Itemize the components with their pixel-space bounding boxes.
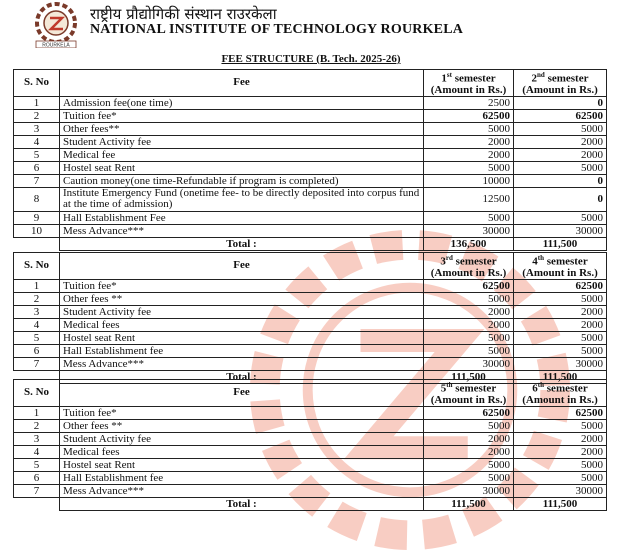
- semester-a-header: [424, 253, 514, 280]
- row-fee-name: Other fees **: [60, 419, 424, 432]
- page-header: [0, 0, 622, 50]
- row-amount-b: 30000: [514, 357, 607, 370]
- row-sno: 3: [14, 432, 60, 445]
- row-sno: 2: [14, 292, 60, 305]
- sno-header: S. No: [14, 253, 60, 280]
- fee-header: Fee: [60, 70, 424, 97]
- row-fee-name: Medical fees: [60, 445, 424, 458]
- row-fee-name: Tuition fee*: [60, 109, 424, 122]
- row-amount-a: 62500: [424, 406, 514, 419]
- table-row: [14, 96, 607, 109]
- row-fee-name: Tuition fee*: [60, 406, 424, 419]
- semester-a-header: [424, 70, 514, 97]
- nit-rourkela-logo-icon: [30, 2, 82, 48]
- row-amount-a: 5000: [424, 161, 514, 174]
- row-sno: 5: [14, 148, 60, 161]
- table-row: [14, 292, 607, 305]
- row-fee-name: Hall Establishment Fee: [60, 211, 424, 224]
- row-sno: 1: [14, 96, 60, 109]
- row-amount-b: 5000: [514, 211, 607, 224]
- semester-b-label: semester: [544, 72, 589, 85]
- fee-table-sem-1-2: [13, 69, 607, 251]
- row-amount-b: 62500: [514, 406, 607, 419]
- row-amount-b: 2000: [514, 135, 607, 148]
- table-row: [14, 445, 607, 458]
- row-sno: 2: [14, 109, 60, 122]
- total-amount-a: 111,500: [424, 497, 514, 510]
- row-amount-a: 5000: [424, 471, 514, 484]
- fee-table-sem-5-6: [13, 379, 607, 511]
- semester-b-suffix: th: [537, 254, 545, 262]
- table-row: [14, 279, 607, 292]
- row-fee-name: Other fees**: [60, 122, 424, 135]
- semester-b-amount-label: (Amount in Rs.): [522, 83, 598, 96]
- row-amount-b: 2000: [514, 318, 607, 331]
- semester-b-number: 2: [531, 72, 538, 85]
- row-amount-a: 62500: [424, 109, 514, 122]
- semester-a-number: 1: [441, 72, 447, 85]
- row-amount-b: 5000: [514, 419, 607, 432]
- semester-b-header: [514, 70, 607, 97]
- row-amount-a: 5000: [424, 331, 514, 344]
- row-sno: 1: [14, 279, 60, 292]
- total-amount-a: 136,500: [424, 237, 514, 250]
- row-fee-name: Mess Advance***: [60, 224, 424, 237]
- row-fee-name: Student Activity fee: [60, 135, 424, 148]
- semester-b-number: 6: [532, 382, 538, 395]
- row-sno: 6: [14, 471, 60, 484]
- semester-b-suffix: nd: [537, 71, 545, 79]
- row-sno: 5: [14, 458, 60, 471]
- row-amount-a: 2000: [424, 148, 514, 161]
- semester-a-number: 5: [440, 382, 447, 395]
- row-amount-a: 2000: [424, 135, 514, 148]
- row-amount-b: 30000: [514, 484, 607, 497]
- semester-a-label: semester: [452, 382, 497, 395]
- row-amount-a: 2000: [424, 445, 514, 458]
- total-amount-b: 111,500: [514, 497, 607, 510]
- row-amount-a: 10000: [424, 174, 514, 187]
- sno-header: S. No: [14, 70, 60, 97]
- row-amount-a: 62500: [424, 279, 514, 292]
- semester-b-number: 4: [532, 255, 538, 268]
- table-row: [14, 471, 607, 484]
- row-amount-a: 2000: [424, 318, 514, 331]
- row-fee-name: Hall Establishment fee: [60, 344, 424, 357]
- fee-header: Fee: [60, 253, 424, 280]
- row-amount-b: 5000: [514, 458, 607, 471]
- semester-a-label: semester: [452, 255, 497, 268]
- table-row: [14, 406, 607, 419]
- row-sno: 7: [14, 174, 60, 187]
- row-fee-name: Student Activity fee: [60, 305, 424, 318]
- semester-b-label: semester: [544, 255, 588, 268]
- table-row: [14, 331, 607, 344]
- total-label: Total :: [60, 370, 424, 383]
- row-fee-name: Hostel seat Rent: [60, 331, 424, 344]
- row-fee-name: Mess Advance***: [60, 484, 424, 497]
- total-label: Total :: [60, 497, 424, 510]
- row-amount-a: 5000: [424, 419, 514, 432]
- row-fee-name: Admission fee(one time): [60, 96, 424, 109]
- row-amount-b: 2000: [514, 148, 607, 161]
- semester-a-number: 3: [440, 255, 446, 268]
- table-row: [14, 432, 607, 445]
- row-amount-b: 2000: [514, 432, 607, 445]
- row-sno: 6: [14, 344, 60, 357]
- row-sno: 1: [14, 406, 60, 419]
- fee-table-sem-3-4: [13, 252, 607, 384]
- row-sno: 4: [14, 445, 60, 458]
- row-fee-name: Hostel seat Rent: [60, 458, 424, 471]
- row-amount-b: 2000: [514, 445, 607, 458]
- sno-header: S. No: [14, 380, 60, 407]
- row-amount-b: 5000: [514, 122, 607, 135]
- fee-header: Fee: [60, 380, 424, 407]
- semester-b-label: semester: [544, 382, 588, 395]
- row-sno: 5: [14, 331, 60, 344]
- semester-b-amount-label: (Amount in Rs.): [522, 393, 598, 406]
- row-amount-b: 62500: [514, 109, 607, 122]
- row-amount-b: 2000: [514, 305, 607, 318]
- row-amount-a: 2000: [424, 305, 514, 318]
- institute-name: NATIONAL INSTITUTE OF TECHNOLOGY ROURKELA: [90, 22, 464, 37]
- institute-name-hindi: राष्ट्रीय प्रौद्योगिकी संस्थान राउरकेला: [90, 5, 277, 23]
- row-amount-a: 30000: [424, 484, 514, 497]
- semester-a-header: [424, 380, 514, 407]
- table-row: [14, 344, 607, 357]
- total-label: Total :: [60, 237, 424, 250]
- total-amount-b: 111,500: [514, 237, 607, 250]
- semester-a-suffix: rd: [445, 254, 453, 262]
- table-row: [14, 357, 607, 370]
- row-amount-a: 2000: [424, 432, 514, 445]
- row-amount-a: 5000: [424, 211, 514, 224]
- semester-a-amount-label: (Amount in Rs.): [430, 83, 507, 96]
- row-sno: 2: [14, 419, 60, 432]
- row-amount-b: 5000: [514, 471, 607, 484]
- row-amount-a: 2500: [424, 96, 514, 109]
- row-fee-name: Caution money(one time-Refundable if program is completed): [60, 174, 424, 187]
- table-header-row: [14, 70, 607, 97]
- row-sno: 3: [14, 305, 60, 318]
- row-fee-name: Medical fees: [60, 318, 424, 331]
- row-amount-b: 5000: [514, 331, 607, 344]
- row-amount-a: 30000: [424, 357, 514, 370]
- semester-b-header: [514, 253, 607, 280]
- table-row: [14, 135, 607, 148]
- table-row: [14, 305, 607, 318]
- row-sno: 7: [14, 484, 60, 497]
- row-amount-b: 5000: [514, 344, 607, 357]
- table-header-row: [14, 380, 607, 407]
- row-amount-b: 0: [514, 96, 607, 109]
- semester-b-suffix: th: [537, 381, 545, 389]
- semester-b-amount-label: (Amount in Rs.): [522, 266, 598, 279]
- row-amount-b: 62500: [514, 279, 607, 292]
- row-sno: 10: [14, 224, 60, 237]
- table-header-row: [14, 253, 607, 280]
- row-sno: 3: [14, 122, 60, 135]
- total-row: [14, 237, 607, 250]
- row-fee-name: Mess Advance***: [60, 357, 424, 370]
- semester-a-suffix: th: [446, 381, 453, 389]
- row-fee-name: Tuition fee*: [60, 279, 424, 292]
- table-row: [14, 318, 607, 331]
- table-row: [14, 174, 607, 187]
- row-amount-b: 0: [514, 174, 607, 187]
- semester-a-amount-label: (Amount in Rs.): [430, 393, 507, 406]
- table-row: [14, 484, 607, 497]
- table-row: [14, 109, 607, 122]
- total-row: [14, 497, 607, 510]
- row-sno: 9: [14, 211, 60, 224]
- row-amount-a: 12500: [424, 187, 514, 211]
- table-row: [14, 211, 607, 224]
- row-amount-a: 5000: [424, 292, 514, 305]
- semester-a-amount-label: (Amount in Rs.): [430, 266, 507, 279]
- row-amount-b: 30000: [514, 224, 607, 237]
- row-fee-name: Hostel seat Rent: [60, 161, 424, 174]
- table-row: [14, 187, 607, 211]
- table-row: [14, 458, 607, 471]
- row-amount-a: 5000: [424, 458, 514, 471]
- row-fee-name: Student Activity fee: [60, 432, 424, 445]
- row-amount-a: 5000: [424, 344, 514, 357]
- row-sno: 4: [14, 318, 60, 331]
- table-row: [14, 161, 607, 174]
- row-amount-a: 5000: [424, 122, 514, 135]
- row-amount-a: 30000: [424, 224, 514, 237]
- semester-a-label: semester: [451, 72, 496, 85]
- row-sno: 8: [14, 187, 60, 211]
- document-title: FEE STRUCTURE (B. Tech. 2025-26): [221, 53, 401, 65]
- logo-text: ROURKELA: [42, 42, 70, 48]
- row-fee-name: Other fees **: [60, 292, 424, 305]
- row-amount-b: 5000: [514, 292, 607, 305]
- semester-b-header: [514, 380, 607, 407]
- row-sno: 7: [14, 357, 60, 370]
- table-row: [14, 224, 607, 237]
- row-fee-name: Hall Establishment fee: [60, 471, 424, 484]
- table-row: [14, 148, 607, 161]
- row-fee-name: Institute Emergency Fund (onetime fee- to be directly deposited into corpus fund at the time of admission): [60, 187, 424, 211]
- semester-a-suffix: st: [446, 71, 452, 79]
- row-amount-b: 0: [514, 187, 607, 211]
- table-row: [14, 419, 607, 432]
- total-amount-a: 111,500: [424, 370, 514, 383]
- row-sno: 4: [14, 135, 60, 148]
- table-row: [14, 122, 607, 135]
- row-amount-b: 5000: [514, 161, 607, 174]
- row-sno: 6: [14, 161, 60, 174]
- total-amount-b: 111,500: [514, 370, 607, 383]
- row-fee-name: Medical fee: [60, 148, 424, 161]
